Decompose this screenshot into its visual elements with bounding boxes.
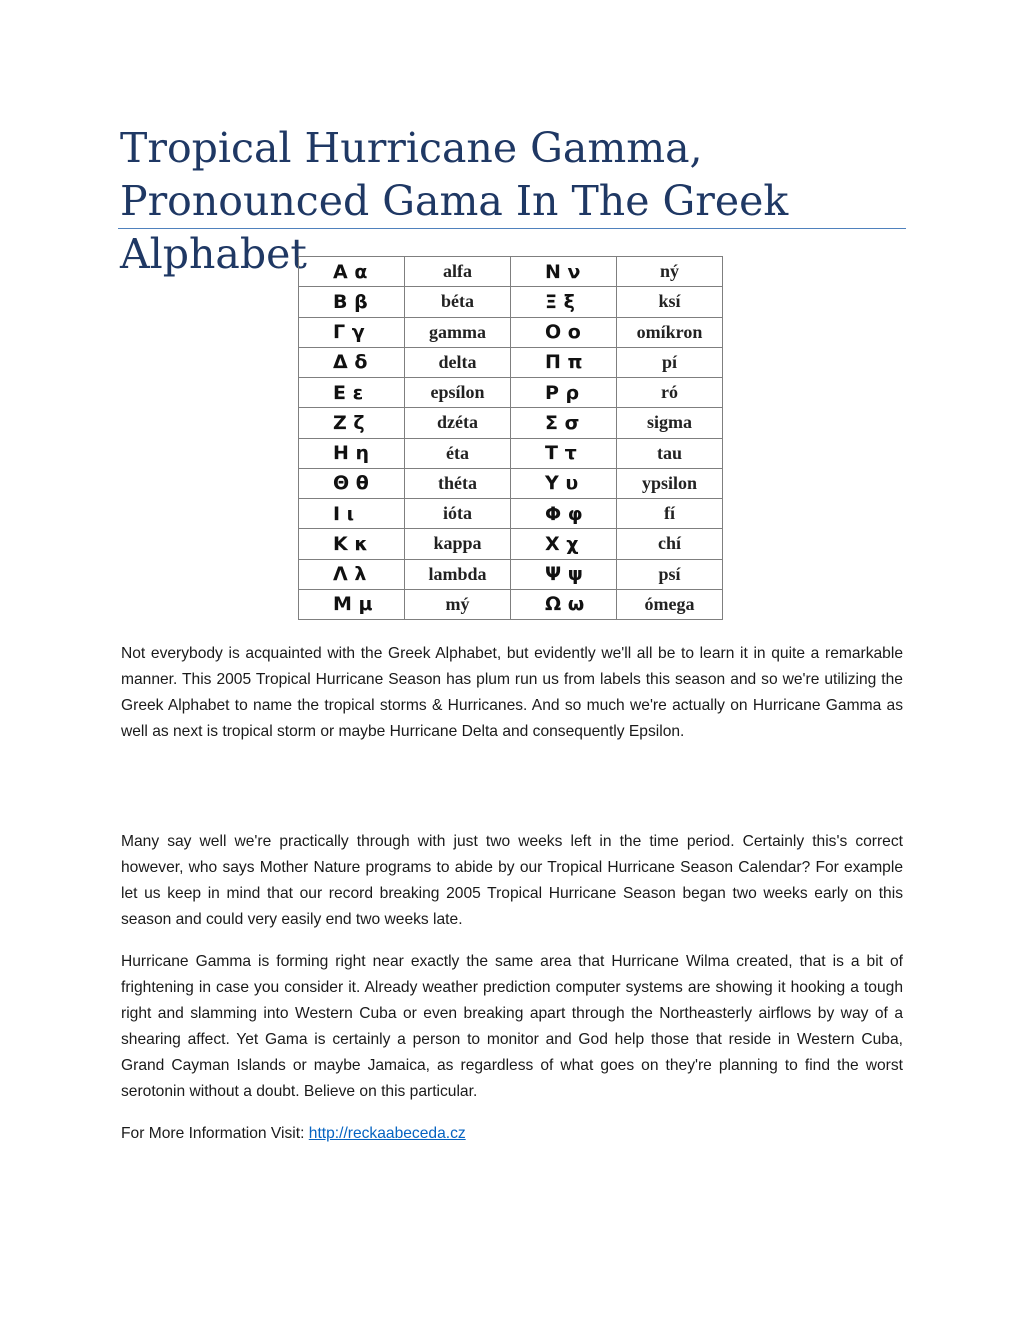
- paragraph-forecast: Hurricane Gamma is forming right near exactly the same area that Hurricane Wilma created, that is a bit of frightening in case you consider it. Already weather prediction computer systems are showing it hooking a tough right and slamming into Western Cuba or even breaking apart through the Northeasterly airflows by way of a shearing affect. Yet Gama is certainly a person to monitor and God help those that reside in Western Cuba, Grand Cayman Islands or maybe Jamaica, as regardless of what goes on they're planning to find the worst serotonin without a doubt. Believe on this particular.: [121, 953, 903, 1100]
- letter-name-cell: pí: [617, 347, 723, 377]
- letter-name-cell: fí: [617, 499, 723, 529]
- table-row: [299, 408, 723, 438]
- letter-name-cell: delta: [405, 347, 511, 377]
- greek-letter-cell: Ω ω: [511, 589, 617, 619]
- more-info-link[interactable]: http://reckaabeceda.cz: [308, 1125, 466, 1142]
- greek-letter-cell: Δ δ: [299, 347, 405, 377]
- letter-name-cell: ný: [617, 257, 723, 287]
- greek-letter-cell: Υ υ: [511, 468, 617, 498]
- table-row: [299, 559, 723, 589]
- letter-name-cell: epsílon: [405, 378, 511, 408]
- greek-letter-cell: Α α: [299, 257, 405, 287]
- table-row: [299, 378, 723, 408]
- greek-letter-cell: Φ φ: [511, 499, 617, 529]
- greek-letter-cell: Ν ν: [511, 257, 617, 287]
- paragraph-season: Many say well we're practically through with just two weeks left in the time period. Certainly this's correct however, who says Mother Nature programs to abide by our Tropical Hurricane Season Calendar? For example let us keep in mind that our record breaking 2005 Tropical Hurricane Season began two weeks early on this season and could very easily end two weeks late.: [121, 833, 903, 928]
- letter-name-cell: théta: [405, 468, 511, 498]
- greek-letter-cell: Τ τ: [511, 438, 617, 468]
- greek-letter-cell: Ψ ψ: [511, 559, 617, 589]
- letter-name-cell: dzéta: [405, 408, 511, 438]
- greek-alphabet-table: [298, 256, 723, 620]
- letter-name-cell: omíkron: [617, 317, 723, 347]
- letter-name-cell: ró: [617, 378, 723, 408]
- paragraph-intro: Not everybody is acquainted with the Greek Alphabet, but evidently we'll all be to learn it in quite a remarkable manner. This 2005 Tropical Hurricane Season has plum run us from labels this season and so we're utilizing the Greek Alphabet to name the tropical storms & Hurricanes. And so much we're actually on Hurricane Gamma as well as next is tropical storm or maybe Hurricane Delta and consequently Epsilon.: [121, 645, 903, 740]
- letter-name-cell: tau: [617, 438, 723, 468]
- letter-name-cell: éta: [405, 438, 511, 468]
- table-row: [299, 468, 723, 498]
- greek-letter-cell: Λ λ: [299, 559, 405, 589]
- greek-letter-cell: Ο ο: [511, 317, 617, 347]
- page-title: Tropical Hurricane Gamma, Pronounced Gama In The Greek Alphabet: [120, 124, 789, 278]
- greek-letter-cell: Ζ ζ: [299, 408, 405, 438]
- greek-letter-cell: Ρ ρ: [511, 378, 617, 408]
- letter-name-cell: lambda: [405, 559, 511, 589]
- greek-letter-cell: Ε ε: [299, 378, 405, 408]
- letter-name-cell: alfa: [405, 257, 511, 287]
- letter-name-cell: sigma: [617, 408, 723, 438]
- table-row: [299, 287, 723, 317]
- greek-letter-cell: Β β: [299, 287, 405, 317]
- table-row: [299, 257, 723, 287]
- greek-letter-cell: Μ μ: [299, 589, 405, 619]
- letter-name-cell: chí: [617, 529, 723, 559]
- letter-name-cell: gamma: [405, 317, 511, 347]
- greek-letter-cell: Γ γ: [299, 317, 405, 347]
- more-info-line: [121, 1121, 903, 1147]
- table-row: [299, 438, 723, 468]
- letter-name-cell: béta: [405, 287, 511, 317]
- letter-name-cell: kappa: [405, 529, 511, 559]
- greek-letter-cell: Θ θ: [299, 468, 405, 498]
- title-divider: [118, 228, 906, 229]
- table-row: [299, 347, 723, 377]
- greek-letter-cell: Χ χ: [511, 529, 617, 559]
- greek-letter-cell: Η η: [299, 438, 405, 468]
- more-info-label: For More Information Visit:: [121, 1125, 309, 1142]
- greek-letter-cell: Σ σ: [511, 408, 617, 438]
- letter-name-cell: ióta: [405, 499, 511, 529]
- greek-letter-cell: Ξ ξ: [511, 287, 617, 317]
- table-row: [299, 317, 723, 347]
- greek-letter-cell: Κ κ: [299, 529, 405, 559]
- greek-letter-cell: Π π: [511, 347, 617, 377]
- letter-name-cell: ypsilon: [617, 468, 723, 498]
- letter-name-cell: ksí: [617, 287, 723, 317]
- letter-name-cell: psí: [617, 559, 723, 589]
- table-row: [299, 529, 723, 559]
- table-row: [299, 589, 723, 619]
- letter-name-cell: mý: [405, 589, 511, 619]
- table-row: [299, 499, 723, 529]
- greek-letter-cell: Ι ι: [299, 499, 405, 529]
- letter-name-cell: ómega: [617, 589, 723, 619]
